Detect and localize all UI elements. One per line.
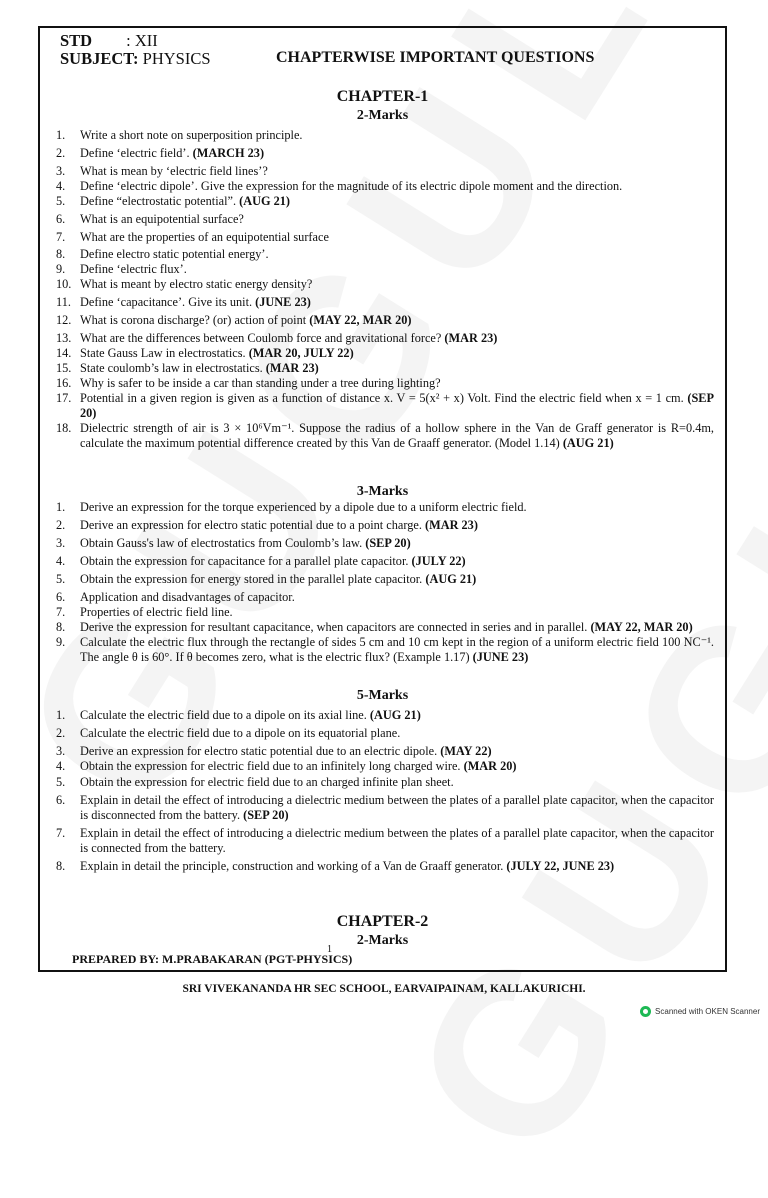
question-number: 1. [56,500,66,514]
question-number: 3. [56,536,66,550]
question-item [0,295,714,310]
question-number: 2. [56,518,66,532]
question-number: 2. [56,726,66,740]
question-text: Explain in detail the effect of introducing a dielectric medium between the plates of a parallel plate capacitor, when the capacitor is connected from the battery. [80,826,714,855]
question-number: 3. [56,164,66,178]
question-item [0,793,714,823]
exam-reference-tag: (SEP 20) [365,536,411,550]
question-text: Properties of electric field line. [80,605,233,619]
exam-reference-tag: (MAR 23) [444,331,498,345]
question-text: Why is safer to be inside a car than standing under a tree during lighting? [80,376,441,390]
question-item [0,376,714,391]
question-item [0,605,714,620]
question-number: 13. [56,331,72,345]
std-line [60,31,158,51]
question-number: 8. [56,247,66,261]
question-text: Define electro static potential energy’. [80,247,269,261]
question-text: Potential in a given region is given as a function of distance x. V = 5(x² + x) Volt. Find the electric field when x = 1 cm. [80,391,684,405]
question-item [0,744,714,759]
chapter2-title: CHAPTER-2 [336,913,429,930]
question-number: 17. [56,391,72,405]
subject-label: SUBJECT: [60,49,139,68]
exam-reference-tag: (MAY 22, MAR 20) [309,313,412,327]
question-item [0,277,714,292]
question-number: 6. [56,590,66,604]
question-item [0,331,714,346]
question-item [0,500,714,515]
exam-reference-tag: (JULY 22, JUNE 23) [506,859,615,873]
question-item [0,146,714,161]
question-number: 14. [56,346,72,360]
question-item [0,128,714,143]
question-item [0,554,714,569]
question-number: 7. [56,826,66,840]
question-item [0,164,714,179]
question-number: 6. [56,212,66,226]
document-title: CHAPTERWISE IMPORTANT QUESTIONS [276,49,595,66]
exam-reference-tag: (JUNE 23) [472,650,529,664]
question-item [0,620,714,635]
question-number: 9. [56,262,66,276]
scanner-logo-icon [640,1006,651,1017]
question-text: Obtain the expression for electric field due to an charged infinite plan sheet. [80,775,454,789]
page-number: 1 [327,944,332,955]
question-item [0,361,714,376]
question-text: Calculate the electric field due to a dipole on its equatorial plane. [80,726,401,740]
question-text: Obtain the expression for electric field due to an infinitely long charged wire. [80,759,461,773]
question-text: What is mean by ‘electric field lines’? [80,164,268,178]
question-number: 8. [56,620,66,634]
exam-reference-tag: (SEP 20) [80,391,714,420]
question-text: What are the properties of an equipotential surface [80,230,329,244]
question-text: Explain in detail the principle, construction and working of a Van de Graaff generator. [80,859,504,873]
question-number: 5. [56,775,66,789]
exam-reference-tag: (AUG 21) [425,572,477,586]
question-number: 15. [56,361,72,375]
subject-line [60,49,211,69]
question-item [0,179,714,194]
question-number: 18. [56,421,72,435]
exam-reference-tag: (MAY 22) [440,744,492,758]
question-text: Define ‘electric dipole’. Give the expression for the magnitude of its electric dipole moment and the direction. [80,179,623,193]
five-marks-list [0,708,714,874]
question-number: 4. [56,179,66,193]
prepared-by-text: PREPARED BY: M.PRABAKARAN (PGT-PHYSICS) [72,952,353,966]
question-text: What is meant by electro static energy density? [80,277,313,291]
question-text: Explain in detail the effect of introducing a dielectric medium between the plates of a parallel plate capacitor, when the capacitor is disconnected from the battery. [80,793,714,822]
exam-reference-tag: (MARCH 23) [192,146,265,160]
chapter1-2marks-heading: 2-Marks [356,108,409,123]
exam-reference-tag: (SEP 20) [243,808,289,822]
question-text: State coulomb’s law in electrostatics. [80,361,263,375]
question-item [0,536,714,551]
question-number: 2. [56,146,66,160]
question-item [0,421,714,451]
question-number: 9. [56,635,66,649]
std-value: : XII [126,31,158,50]
question-number: 4. [56,759,66,773]
question-text: Write a short note on superposition principle. [80,128,303,142]
question-text: Define ‘electric field’. [80,146,190,160]
std-label: STD [60,31,93,50]
subject-value: PHYSICS [142,49,211,68]
exam-reference-tag: (AUG 21) [562,436,614,450]
exam-reference-tag: (MAR 23) [425,518,478,532]
question-item [0,635,714,665]
question-item [0,518,714,533]
question-text: Calculate the electric field due to a dipole on its axial line. [80,708,367,722]
question-text: Obtain Gauss's law of electrostatics from Coulomb’s law. [80,536,363,550]
scanner-text: Scanned with OKEN Scanner [655,1007,760,1016]
two-marks-list [0,128,714,451]
exam-reference-tag: (JULY 22) [411,554,466,568]
chapter2-2marks-heading: 2-Marks [356,933,409,948]
question-item [0,391,714,421]
chapter1-3marks-heading: 3-Marks [356,484,409,499]
question-text: Define ‘capacitance’. Give its unit. [80,295,253,309]
question-item [0,590,714,605]
question-number: 1. [56,708,66,722]
question-number: 10. [56,277,72,291]
question-text: Obtain the expression for capacitance for a parallel plate capacitor. [80,554,409,568]
question-number: 12. [56,313,72,327]
question-text: Derive an expression for electro static potential due to a point charge. [80,518,422,532]
question-item [0,572,714,587]
question-item [0,346,714,361]
question-text: What is corona discharge? (or) action of point [80,313,307,327]
exam-reference-tag: (MAR 23) [265,361,319,375]
prepared-by [72,952,352,967]
question-item [0,759,714,774]
exam-reference-tag: (AUG 21) [369,708,421,722]
question-text: Define “electrostatic potential”. [80,194,237,208]
question-item [0,826,714,856]
question-number: 1. [56,128,66,142]
question-number: 4. [56,554,66,568]
question-item [0,230,714,245]
question-item [0,194,714,209]
question-text: What are the differences between Coulomb force and gravitational force? [80,331,442,345]
question-text: Derive an expression for electro static potential due to an electric dipole. [80,744,438,758]
question-number: 5. [56,194,66,208]
question-text: Dielectric strength of air is 3 × 10⁶Vm⁻¹. Suppose the radius of a hollow sphere in the Van de Graff generator is R=0.4m, calculate the maximum potential difference created by this Van de Graaff generator. (Model 1.14) [80,421,714,450]
question-text: Derive an expression for the torque experienced by a dipole due to a uniform electric field. [80,500,527,514]
exam-reference-tag: (JUNE 23) [255,295,311,309]
question-text: What is an equipotential surface? [80,212,244,226]
exam-reference-tag: (AUG 21) [239,194,290,208]
question-number: 8. [56,859,66,873]
question-item [0,262,714,277]
school-name: SRI VIVEKANANDA HR SEC SCHOOL, EARVAIPAINAM, KALLAKURICHI. [182,983,586,995]
exam-reference-tag: (MAR 20, JULY 22) [248,346,354,360]
question-item [0,313,714,328]
question-number: 11. [56,295,71,309]
question-text: Define ‘electric flux’. [80,262,187,276]
question-number: 5. [56,572,66,586]
three-marks-list [0,500,714,665]
question-text: Application and disadvantages of capacitor. [80,590,295,604]
question-text: State Gauss Law in electrostatics. [80,346,246,360]
question-number: 7. [56,230,66,244]
question-text: Calculate the electric flux through the rectangle of sides 5 cm and 10 cm kept in the region of a uniform electric field 100 NC⁻¹. The angle θ is 60°. If θ becomes zero, what is the electric flux? (Example 1.17) [80,635,714,664]
question-number: 16. [56,376,72,390]
chapter1-title: CHAPTER-1 [336,88,429,105]
scanner-badge [640,1006,760,1017]
question-item [0,726,714,741]
question-number: 7. [56,605,66,619]
chapter1-5marks-heading: 5-Marks [356,688,409,703]
question-text: Obtain the expression for energy stored in the parallel plate capacitor. [80,572,423,586]
question-item [0,247,714,262]
question-number: 3. [56,744,66,758]
exam-reference-tag: (MAR 20) [463,759,517,773]
question-text: Derive the expression for resultant capacitance, when capacitors are connected in series and in parallel. [80,620,588,634]
question-number: 6. [56,793,66,807]
question-item [0,775,714,790]
exam-reference-tag: (MAY 22, MAR 20) [590,620,693,634]
question-item [0,708,714,723]
question-item [0,859,714,874]
question-item [0,212,714,227]
